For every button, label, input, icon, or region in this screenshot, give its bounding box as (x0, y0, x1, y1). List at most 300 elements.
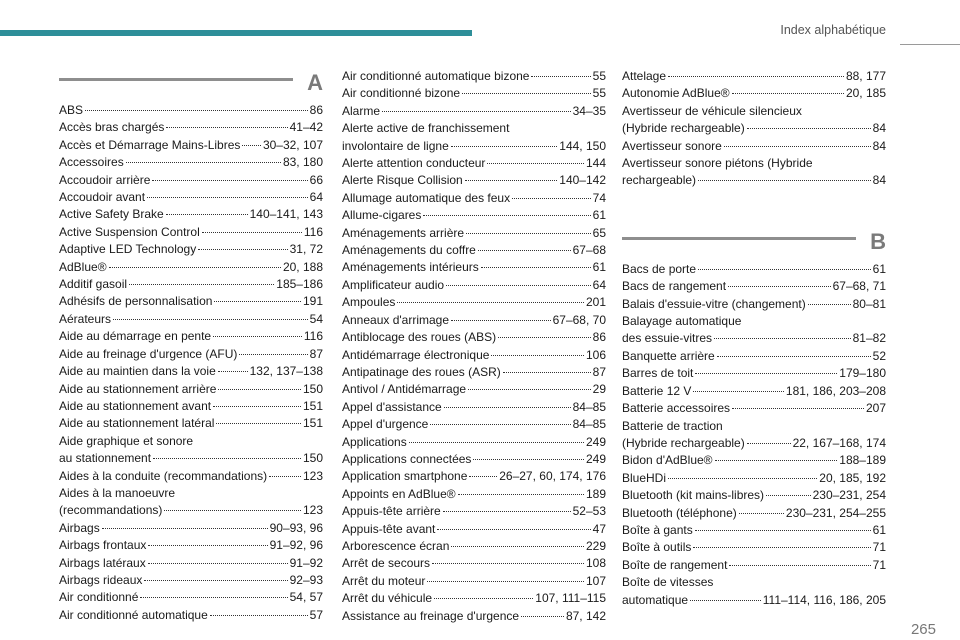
index-entry (622, 383, 886, 400)
index-entry (342, 416, 606, 433)
index-entry (342, 347, 606, 364)
dot-leader (465, 180, 558, 181)
dot-leader (102, 528, 268, 529)
index-entry (59, 381, 323, 398)
dot-leader (109, 267, 281, 268)
entry-text: Allume-cigares (342, 208, 422, 223)
entry-row (622, 487, 886, 504)
index-entry (342, 486, 606, 503)
entry-row (622, 452, 886, 469)
entry-row (622, 120, 886, 137)
dot-leader (443, 511, 571, 512)
index-entry (342, 259, 606, 276)
index-entry (622, 85, 886, 102)
page-header (0, 0, 960, 44)
entry-text: Aides à la conduite (recommandations) (59, 468, 268, 483)
entry-pages: 55 (592, 69, 606, 83)
entry-text: Boîte de rangement (622, 557, 728, 572)
entry-pages: 107 (585, 573, 606, 588)
entry-text: (recommandations) (59, 503, 163, 518)
index-entry (59, 346, 323, 363)
entry-row (59, 137, 323, 154)
entry-row (59, 241, 323, 258)
index-entry (59, 206, 323, 223)
dot-leader (466, 233, 591, 234)
entry-pages: 249 (585, 451, 606, 466)
entry-pages: 64 (309, 190, 323, 205)
dot-leader (693, 547, 870, 548)
entry-pages: 84–85 (572, 417, 606, 432)
entry-row (342, 242, 606, 259)
index-entry (622, 138, 886, 155)
dot-leader (668, 478, 817, 479)
entry-pages: 67–68 (572, 243, 606, 258)
dot-leader (239, 354, 307, 355)
index-entry (342, 364, 606, 381)
index-entry (622, 278, 886, 295)
entry-row (622, 348, 886, 365)
entry-text-line: Alerte active de franchissement (342, 121, 510, 136)
dot-leader (202, 232, 302, 233)
index-column-3 (622, 68, 886, 609)
index-entry (59, 259, 323, 276)
entry-text: Accoudoir arrière (59, 172, 151, 187)
entry-pages: 230–231, 254–255 (785, 505, 886, 520)
dot-leader (198, 249, 287, 250)
entry-pages: 189 (585, 486, 606, 501)
entry-text: ABS (59, 103, 84, 117)
index-entry (59, 154, 323, 171)
entry-pages: 151 (302, 398, 323, 413)
dot-leader (732, 408, 864, 409)
dot-leader (427, 581, 584, 582)
entry-pages: 61 (872, 522, 886, 537)
index-entry (342, 103, 606, 120)
header-accent-bar (0, 30, 472, 36)
entry-pages: 84 (872, 121, 886, 136)
entry-row (59, 381, 323, 398)
entry-row (342, 538, 606, 555)
entry-text-line: Avertisseur de véhicule silencieux (622, 103, 802, 118)
entry-text: Bidon d'AdBlue® (622, 453, 713, 468)
entry-row (622, 330, 886, 347)
entry-row (622, 539, 886, 556)
entry-pages: 92–93 (289, 572, 323, 587)
entry-row (59, 172, 323, 189)
entry-text: Aide au démarrage en pente (59, 329, 212, 344)
dot-leader (698, 180, 871, 181)
entry-row (59, 206, 323, 223)
entry-text: automatique (622, 592, 689, 607)
dot-leader (164, 510, 301, 511)
entry-pages: 84 (872, 138, 886, 153)
index-entry (342, 207, 606, 224)
entry-row (622, 85, 886, 102)
dot-leader (126, 162, 281, 163)
entry-text: Air conditionné (59, 590, 139, 605)
index-entry (59, 572, 323, 589)
dot-leader (478, 250, 571, 251)
section-divider (59, 78, 293, 81)
entry-text: Assistance au freinage d'urgence (342, 608, 520, 623)
entry-row (59, 328, 323, 345)
index-entry (622, 313, 886, 348)
entry-text: Alerte attention conducteur (342, 156, 486, 171)
entry-text: Bluetooth (kit mains-libres) (622, 488, 765, 503)
entry-text: Banquette arrière (622, 348, 715, 363)
dot-leader (430, 424, 570, 425)
dot-leader (382, 111, 571, 112)
dot-leader (148, 563, 288, 564)
entry-pages: 91–92 (289, 555, 323, 570)
index-entry (59, 415, 323, 432)
dot-leader (437, 529, 590, 530)
index-entry (59, 172, 323, 189)
index-entry (342, 503, 606, 520)
entry-row (59, 450, 323, 467)
dot-leader (451, 320, 551, 321)
index-entry (342, 434, 606, 451)
entry-text: Avertisseur sonore (622, 138, 722, 153)
dot-leader (434, 598, 533, 599)
dot-leader (269, 476, 301, 477)
entry-text: Ampoules (342, 295, 396, 310)
entry-pages: 87 (309, 346, 323, 361)
entry-row (59, 276, 323, 293)
entry-row (59, 468, 323, 485)
entry-pages: 26–27, 60, 174, 176 (499, 469, 606, 484)
index-entry (342, 120, 606, 155)
index-entry (59, 607, 323, 624)
index-entry (59, 468, 323, 485)
entry-text: Applications connectées (342, 451, 472, 466)
entry-pages: 61 (592, 260, 606, 275)
entry-text: (Hybride rechargeable) (622, 435, 745, 450)
entry-text: rechargeable) (622, 173, 697, 188)
index-entry (622, 539, 886, 556)
entry-text: Applications (342, 434, 407, 449)
dot-leader (693, 391, 784, 392)
index-entry (342, 329, 606, 346)
entry-pages: 61 (872, 261, 886, 276)
entry-pages: 181, 186, 203–208 (785, 383, 886, 398)
entry-pages: 71 (872, 540, 886, 555)
index-entry (59, 102, 323, 119)
index-entry (342, 190, 606, 207)
entry-text: Barres de toit (622, 366, 694, 381)
entry-text: Airbags (59, 520, 100, 535)
section-gap (622, 190, 886, 227)
entry-pages: 81–82 (852, 331, 886, 346)
entry-row (622, 278, 886, 295)
dot-leader (451, 546, 584, 547)
entry-row (342, 416, 606, 433)
entry-row (59, 589, 323, 606)
entry-text: Aide au stationnement latéral (59, 416, 215, 431)
entry-text: Antiblocage des roues (ABS) (342, 330, 497, 345)
entry-text: Appel d'urgence (342, 417, 429, 432)
entry-row (342, 172, 606, 189)
entry-pages: 201 (585, 295, 606, 310)
entry-text: Airbags latéraux (59, 555, 146, 570)
entry-row (342, 312, 606, 329)
index-entry (59, 311, 323, 328)
entry-pages: 123 (302, 468, 323, 483)
section-letter-header (622, 227, 886, 261)
entry-pages: 66 (309, 172, 323, 187)
entry-row (622, 68, 886, 85)
index-entry (342, 312, 606, 329)
dot-leader (409, 442, 584, 443)
entry-row (622, 383, 886, 400)
dot-leader (717, 356, 871, 357)
entry-text: Antipatinage des roues (ASR) (342, 364, 501, 379)
entry-row (342, 155, 606, 172)
dot-leader (458, 494, 584, 495)
dot-leader (140, 597, 287, 598)
entry-text: Batterie 12 V (622, 383, 692, 398)
entry-row (59, 555, 323, 572)
entry-row (59, 224, 323, 241)
dot-leader (668, 76, 844, 77)
index-column-1 (59, 68, 323, 624)
entry-text: Active Suspension Control (59, 224, 200, 239)
entry-text: Boîte à outils (622, 540, 692, 555)
entry-row (342, 190, 606, 207)
entry-pages: 87 (592, 364, 606, 379)
entry-text: Adhésifs de personnalisation (59, 294, 213, 309)
dot-leader (468, 389, 591, 390)
dot-leader (473, 459, 584, 460)
entry-text: (Hybride rechargeable) (622, 121, 745, 136)
entry-pages: 52–53 (572, 504, 606, 519)
index-entry (342, 277, 606, 294)
index-entry (59, 485, 323, 520)
entry-text-line: Aide graphique et sonore (59, 433, 194, 448)
dot-leader (729, 565, 870, 566)
index-entry (622, 261, 886, 278)
entry-text: AdBlue® (59, 259, 107, 274)
entry-row (342, 347, 606, 364)
entry-row (59, 398, 323, 415)
dot-leader (498, 337, 591, 338)
entry-row (59, 154, 323, 171)
entry-text: au stationnement (59, 451, 152, 466)
entry-text: Air conditionné automatique (59, 607, 208, 622)
entry-pages: 47 (592, 521, 606, 536)
entry-text-line: Boîte de vitesses (622, 575, 714, 590)
entry-pages: 144 (585, 156, 606, 171)
entry-pages: 22, 167–168, 174 (792, 435, 886, 450)
index-entry (342, 225, 606, 242)
section-letter: B (870, 228, 886, 254)
entry-text: Adaptive LED Technology (59, 242, 197, 257)
entry-pages: 54, 57 (289, 590, 323, 605)
entry-pages: 123 (302, 503, 323, 518)
dot-leader (144, 580, 287, 581)
index-entry (59, 398, 323, 415)
index-entry (622, 155, 886, 190)
dot-leader (462, 93, 591, 94)
dot-leader (808, 304, 851, 305)
entry-pages: 84 (872, 173, 886, 188)
entry-pages: 116 (303, 224, 323, 239)
entry-row (342, 573, 606, 590)
entry-pages: 86 (309, 103, 323, 117)
index-entry (622, 574, 886, 609)
entry-row (622, 138, 886, 155)
entry-text: Accès et Démarrage Mains-Libres (59, 137, 241, 152)
entry-text: Appoints en AdBlue® (342, 486, 456, 501)
index-entry (622, 522, 886, 539)
entry-text: Bacs de rangement (622, 279, 727, 294)
entry-row (342, 138, 606, 155)
entry-text: Application smartphone (342, 469, 468, 484)
dot-leader (218, 371, 248, 372)
entry-pages: 55 (592, 86, 606, 101)
entry-text: Aide au freinage d'urgence (AFU) (59, 346, 238, 361)
entry-row (622, 522, 886, 539)
index-entry (59, 119, 323, 136)
index-entry (342, 399, 606, 416)
entry-row (622, 592, 886, 609)
dot-leader (747, 128, 871, 129)
entry-row (59, 119, 323, 136)
entry-text: Arrêt du moteur (342, 573, 426, 588)
entry-text: Aide au stationnement arrière (59, 381, 217, 396)
entry-pages: 179–180 (839, 366, 886, 381)
dot-leader (423, 215, 590, 216)
entry-text: Appel d'assistance (342, 399, 442, 414)
entry-pages: 84–85 (572, 399, 606, 414)
entry-row (622, 365, 886, 382)
index-entry (59, 520, 323, 537)
index-entry (59, 537, 323, 554)
dot-leader (512, 198, 591, 199)
index-entry (622, 505, 886, 522)
index-entry (622, 348, 886, 365)
index-entry (342, 155, 606, 172)
entry-row (342, 364, 606, 381)
section-divider (622, 237, 856, 240)
index-entry (59, 555, 323, 572)
index-entry (342, 521, 606, 538)
index-entry (622, 296, 886, 313)
entry-pages: 106 (585, 347, 606, 362)
dot-leader (153, 458, 301, 459)
entry-text: Air conditionné automatique bizone (342, 69, 530, 83)
index-entry (59, 328, 323, 345)
entry-text: Arborescence écran (342, 538, 450, 553)
dot-leader (446, 285, 591, 286)
index-entry (342, 468, 606, 485)
entry-row (342, 85, 606, 102)
dot-leader (166, 214, 248, 215)
entry-text: Accessoires (59, 155, 124, 170)
dot-leader (521, 616, 564, 617)
entry-row (622, 435, 886, 452)
entry-pages: 57 (309, 607, 323, 622)
dot-leader (690, 600, 761, 601)
entry-row (59, 293, 323, 310)
entry-pages: 29 (592, 382, 606, 397)
entry-row (59, 311, 323, 328)
entry-row (59, 363, 323, 380)
entry-pages: 229 (585, 538, 606, 553)
entry-pages: 52 (872, 348, 886, 363)
index-entry (342, 381, 606, 398)
dot-leader (85, 110, 308, 111)
dot-leader (469, 476, 497, 477)
entry-text: Bacs de porte (622, 261, 697, 276)
entry-pages: 67–68, 70 (552, 312, 606, 327)
entry-text: Alarme (342, 103, 381, 118)
entry-text: Accès bras chargés (59, 120, 165, 135)
entry-row (342, 521, 606, 538)
entry-row (59, 259, 323, 276)
dot-leader (747, 443, 791, 444)
entry-text: Appuis-tête arrière (342, 504, 441, 519)
index-entry (342, 451, 606, 468)
entry-text: Antidémarrage électronique (342, 347, 490, 362)
entry-pages: 191 (302, 294, 323, 309)
dot-leader (714, 338, 851, 339)
dot-leader (147, 197, 308, 198)
entry-text-line: Aides à la manoeuvre (59, 485, 176, 500)
entry-row (59, 346, 323, 363)
dot-leader (218, 389, 301, 390)
entry-text: Alerte Risque Collision (342, 173, 463, 188)
entry-row (342, 555, 606, 572)
index-entry (622, 418, 886, 453)
dot-leader (481, 267, 591, 268)
dot-leader (152, 180, 307, 181)
entry-row (59, 537, 323, 554)
entry-pages: 230–231, 254 (812, 488, 886, 503)
dot-leader (531, 76, 590, 77)
index-entry (59, 276, 323, 293)
dot-leader (210, 615, 308, 616)
entry-row (622, 261, 886, 278)
entry-row (342, 103, 606, 120)
dot-leader (503, 372, 591, 373)
entry-pages: 20, 185, 192 (819, 470, 886, 485)
dot-leader (216, 423, 301, 424)
entry-pages: 41–42 (289, 120, 323, 135)
entry-row (342, 294, 606, 311)
index-entry (342, 68, 606, 85)
entry-pages: 132, 137–138 (249, 364, 323, 379)
index-entry (622, 365, 886, 382)
dot-leader (166, 127, 287, 128)
entry-pages: 140–142 (559, 173, 606, 188)
entry-text: Aide au stationnement avant (59, 398, 212, 413)
dot-leader (724, 146, 871, 147)
entry-pages: 140–141, 143 (249, 207, 323, 222)
index-column-2 (342, 68, 606, 625)
entry-text: Aide au maintien dans la voie (59, 364, 216, 379)
index-entry (59, 189, 323, 206)
entry-row (342, 486, 606, 503)
entry-text: Air conditionné bizone (342, 86, 461, 101)
entry-row (342, 590, 606, 607)
entry-row (59, 189, 323, 206)
dot-leader (698, 269, 871, 270)
entry-pages: 111–114, 116, 186, 205 (762, 592, 886, 607)
entry-pages: 107, 111–115 (535, 591, 606, 606)
entry-row (342, 451, 606, 468)
index-entry (342, 608, 606, 625)
